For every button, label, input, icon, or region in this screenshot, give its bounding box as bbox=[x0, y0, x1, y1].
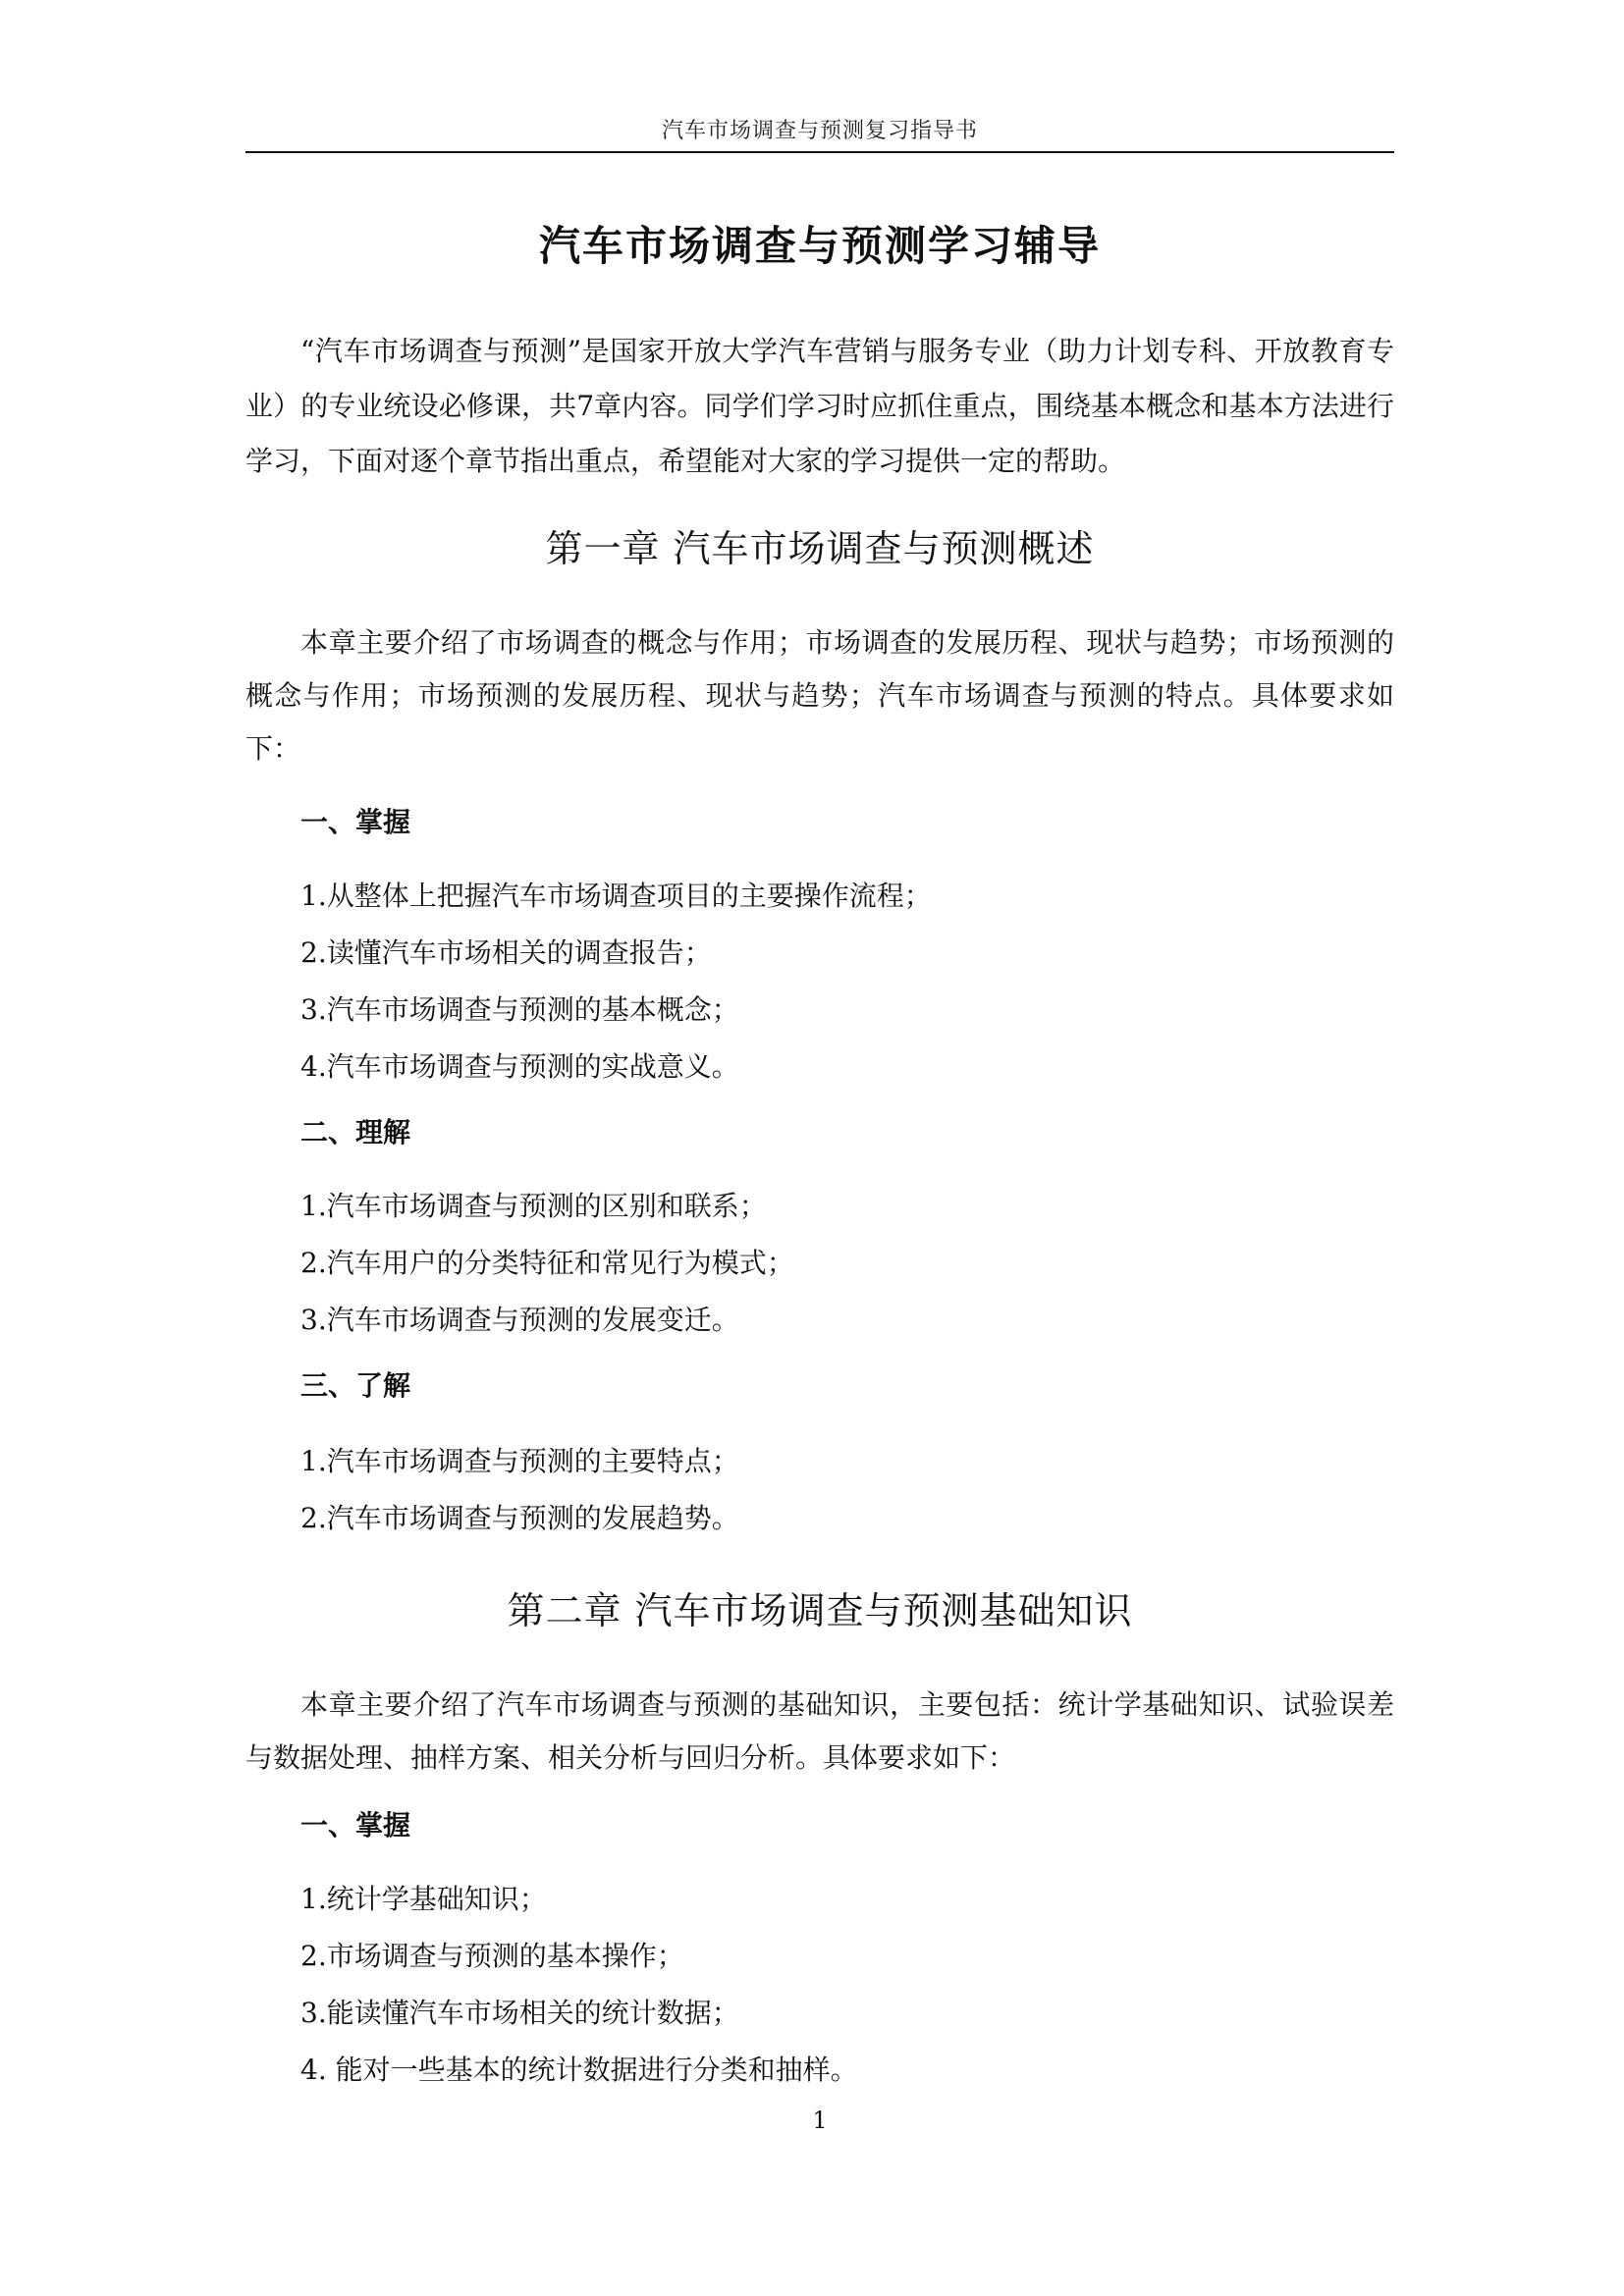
list-item: 3.能读懂汽车市场相关的统计数据； bbox=[300, 1997, 739, 2029]
page-number: 1 bbox=[812, 2107, 828, 2134]
list-item: 1.统计学基础知识； bbox=[300, 1883, 547, 1915]
page-title: 汽车市场调查与预测学习辅导 bbox=[538, 222, 1101, 270]
list-item: 1.从整体上把握汽车市场调查项目的主要操作流程； bbox=[300, 880, 932, 912]
running-header: 汽车市场调查与预测复习指导书 bbox=[661, 119, 978, 143]
chapter-1-section-know-heading: 三、了解 bbox=[300, 1369, 411, 1402]
chapter-2-section-master-heading: 一、掌握 bbox=[300, 1809, 411, 1842]
list-item: 3.汽车市场调查与预测的发展变迁。 bbox=[300, 1304, 739, 1336]
chapter-1-section-master-heading: 一、掌握 bbox=[300, 806, 411, 838]
list-item: 2.读懂汽车市场相关的调查报告； bbox=[300, 936, 712, 969]
chapter-1-know-list bbox=[300, 1433, 1380, 1547]
intro-paragraph: “汽车市场调查与预测”是国家开放大学汽车营销与服务专业（助力计划专科、开放教育专业）的专业统设必修课，共7章内容。同学们学习时应抓住重点，围绕基本概念和基本方法进行学习，下面对逐个章节指出重点，希望能对大家的学习提供一定的帮助。 bbox=[245, 335, 1394, 477]
list-item: 1.汽车市场调查与预测的区别和联系； bbox=[300, 1190, 767, 1222]
chapter-1-master-list bbox=[300, 868, 1380, 1095]
chapter-1-section-understand-heading: 二、理解 bbox=[300, 1116, 411, 1148]
chapter-1-understand-list bbox=[300, 1178, 1380, 1349]
list-item: 2.汽车用户的分类特征和常见行为模式； bbox=[300, 1247, 794, 1279]
list-item: 2.市场调查与预测的基本操作； bbox=[300, 1940, 684, 1972]
chapter-2-master-list bbox=[300, 1871, 1380, 2099]
list-item: 2.汽车市场调查与预测的发展趋势。 bbox=[300, 1502, 739, 1534]
list-item: 3.汽车市场调查与预测的基本概念； bbox=[300, 993, 739, 1026]
chapter-2-title: 第二章 汽车市场调查与预测基础知识 bbox=[507, 1589, 1133, 1632]
chapter-2-intro: 本章主要介绍了汽车市场调查与预测的基础知识，主要包括：统计学基础知识、试验误差与数据处理、抽样方案、相关分析与回归分析。具体要求如下： bbox=[245, 1688, 1394, 1774]
chapter-1-title: 第一章 汽车市场调查与预测概述 bbox=[545, 527, 1095, 570]
chapter-1-intro: 本章主要介绍了市场调查的概念与作用；市场调查的发展历程、现状与趋势；市场预测的概念与作用；市场预测的发展历程、现状与趋势；汽车市场调查与预测的特点。具体要求如下： bbox=[245, 626, 1394, 765]
list-item: 4.汽车市场调查与预测的实战意义。 bbox=[300, 1050, 739, 1083]
list-item: 4. 能对一些基本的统计数据进行分类和抽样。 bbox=[300, 2054, 858, 2086]
list-item: 1.汽车市场调查与预测的主要特点； bbox=[300, 1445, 739, 1477]
header-rule bbox=[245, 151, 1394, 153]
